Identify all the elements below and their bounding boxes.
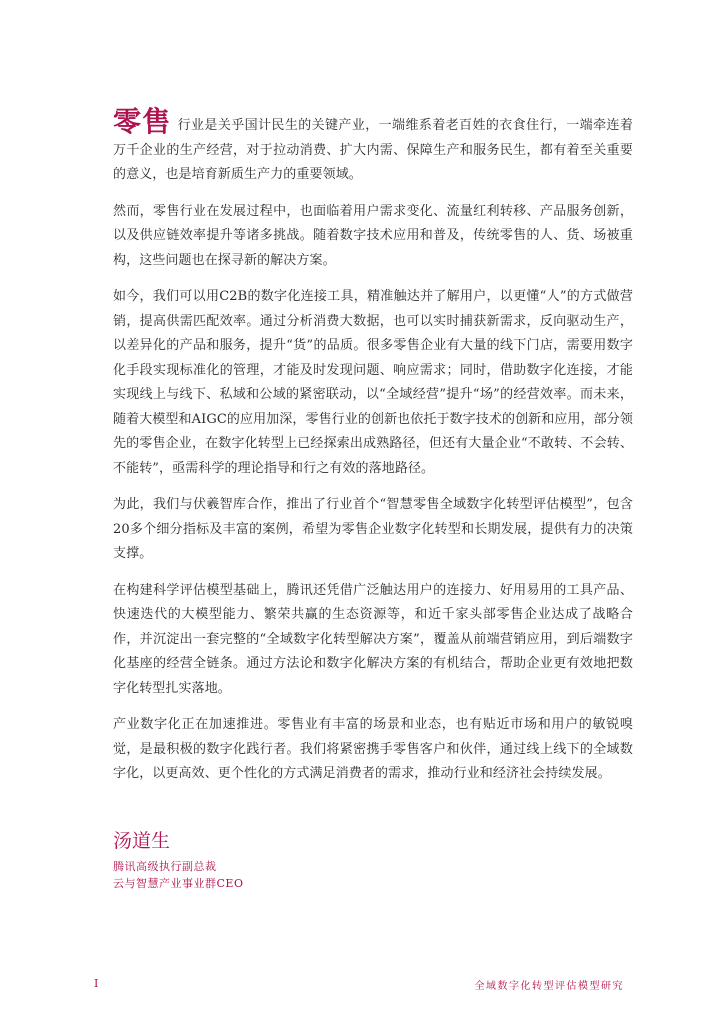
paragraph-1-text: 行业是关乎国计民生的关键产业，一端维系着老百姓的衣食住行，一端牵连着万千企业的生产经营，对于拉动消费、扩大内需、保障生产和服务民生，都有着至关重要的意义，也是培育新质生产力的重要领域。 [113,118,633,182]
footer-doc-title: 全域数字化转型评估模型研究 [474,981,624,992]
paragraph-2: 然而，零售行业在发展过程中，也面临着用户需求变化、流量红利转移、产品服务创新，以及供应链效率提升等诸多挑战。随着数字技术应用和普及，传统零售的人、货、场被重构，这些问题也在探寻新的解决方案。 [113,203,633,268]
paragraph-6: 产业数字化正在加速推进。零售业有丰富的场景和业态，也有贴近市场和用户的敏锐嗅觉，是最积极的数字化践行者。我们将紧密携手零售客户和伙伴，通过线上线下的全域数字化，以更高效、更个性化的方式满足消费者的需求，推动行业和经济社会持续发展。 [113,717,633,781]
signature-block [113,828,243,892]
paragraph-5: 在构建科学评估模型基础上，腾讯还凭借广泛触达用户的连接力、好用易用的工具产品、快速迭代的大模型能力、繁荣共赢的生态资源等，和近千家头部零售企业达成了战略合作，并沉淀出一套完整的“全域数字化转型解决方案”，覆盖从前端营销应用，到后端数字化基座的经营全链条。通过方法论和数字化解决方案的有机结合，帮助企业更有效地把数字化转型扎实落地。 [113,582,633,696]
paragraph-3: 如今，我们可以用C2B的数字化连接工具，精准触达并了解用户，以更懂“人”的方式做营销，提高供需匹配效率。通过分析消费大数据，也可以实时捕获新需求，反向驱动生产，以差异化的产品和服务，提升“货”的品质。很多零售企业有大量的线下门店，需要用数字化手段实现标准化的管理，才能及时发现问题、响应需求；同时，借助数字化连接，才能实现线上与线下、私域和公域的紧密联动，以“全域经营”提升“场”的经营效率。而未来，随着大模型和AIGC的应用加深，零售行业的创新也依托于数字技术的创新和应用，部分领先的零售企业，在数字化转型上已经探索出成熟路径，但还有大量企业“不敢转、不会转、不能转”，亟需科学的理论指导和行之有效的落地路径。 [113,289,633,476]
lead-word: 零售 [113,105,172,138]
paragraph-4: 为此，我们与伏羲智库合作，推出了行业首个“智慧零售全域数字化转型评估模型”，包含20多个细分指标及丰富的案例，希望为零售企业数字化转型和长期发展，提供有力的决策支撑。 [113,497,633,561]
signature-title-1: 腾讯高级执行副总裁 [113,860,217,873]
signature-name: 汤道生 [113,830,171,852]
paragraph-1 [113,105,633,188]
signature-title-2: 云与智慧产业事业群CEO [113,877,244,890]
article-body [113,105,633,799]
page-number: I [94,977,99,990]
